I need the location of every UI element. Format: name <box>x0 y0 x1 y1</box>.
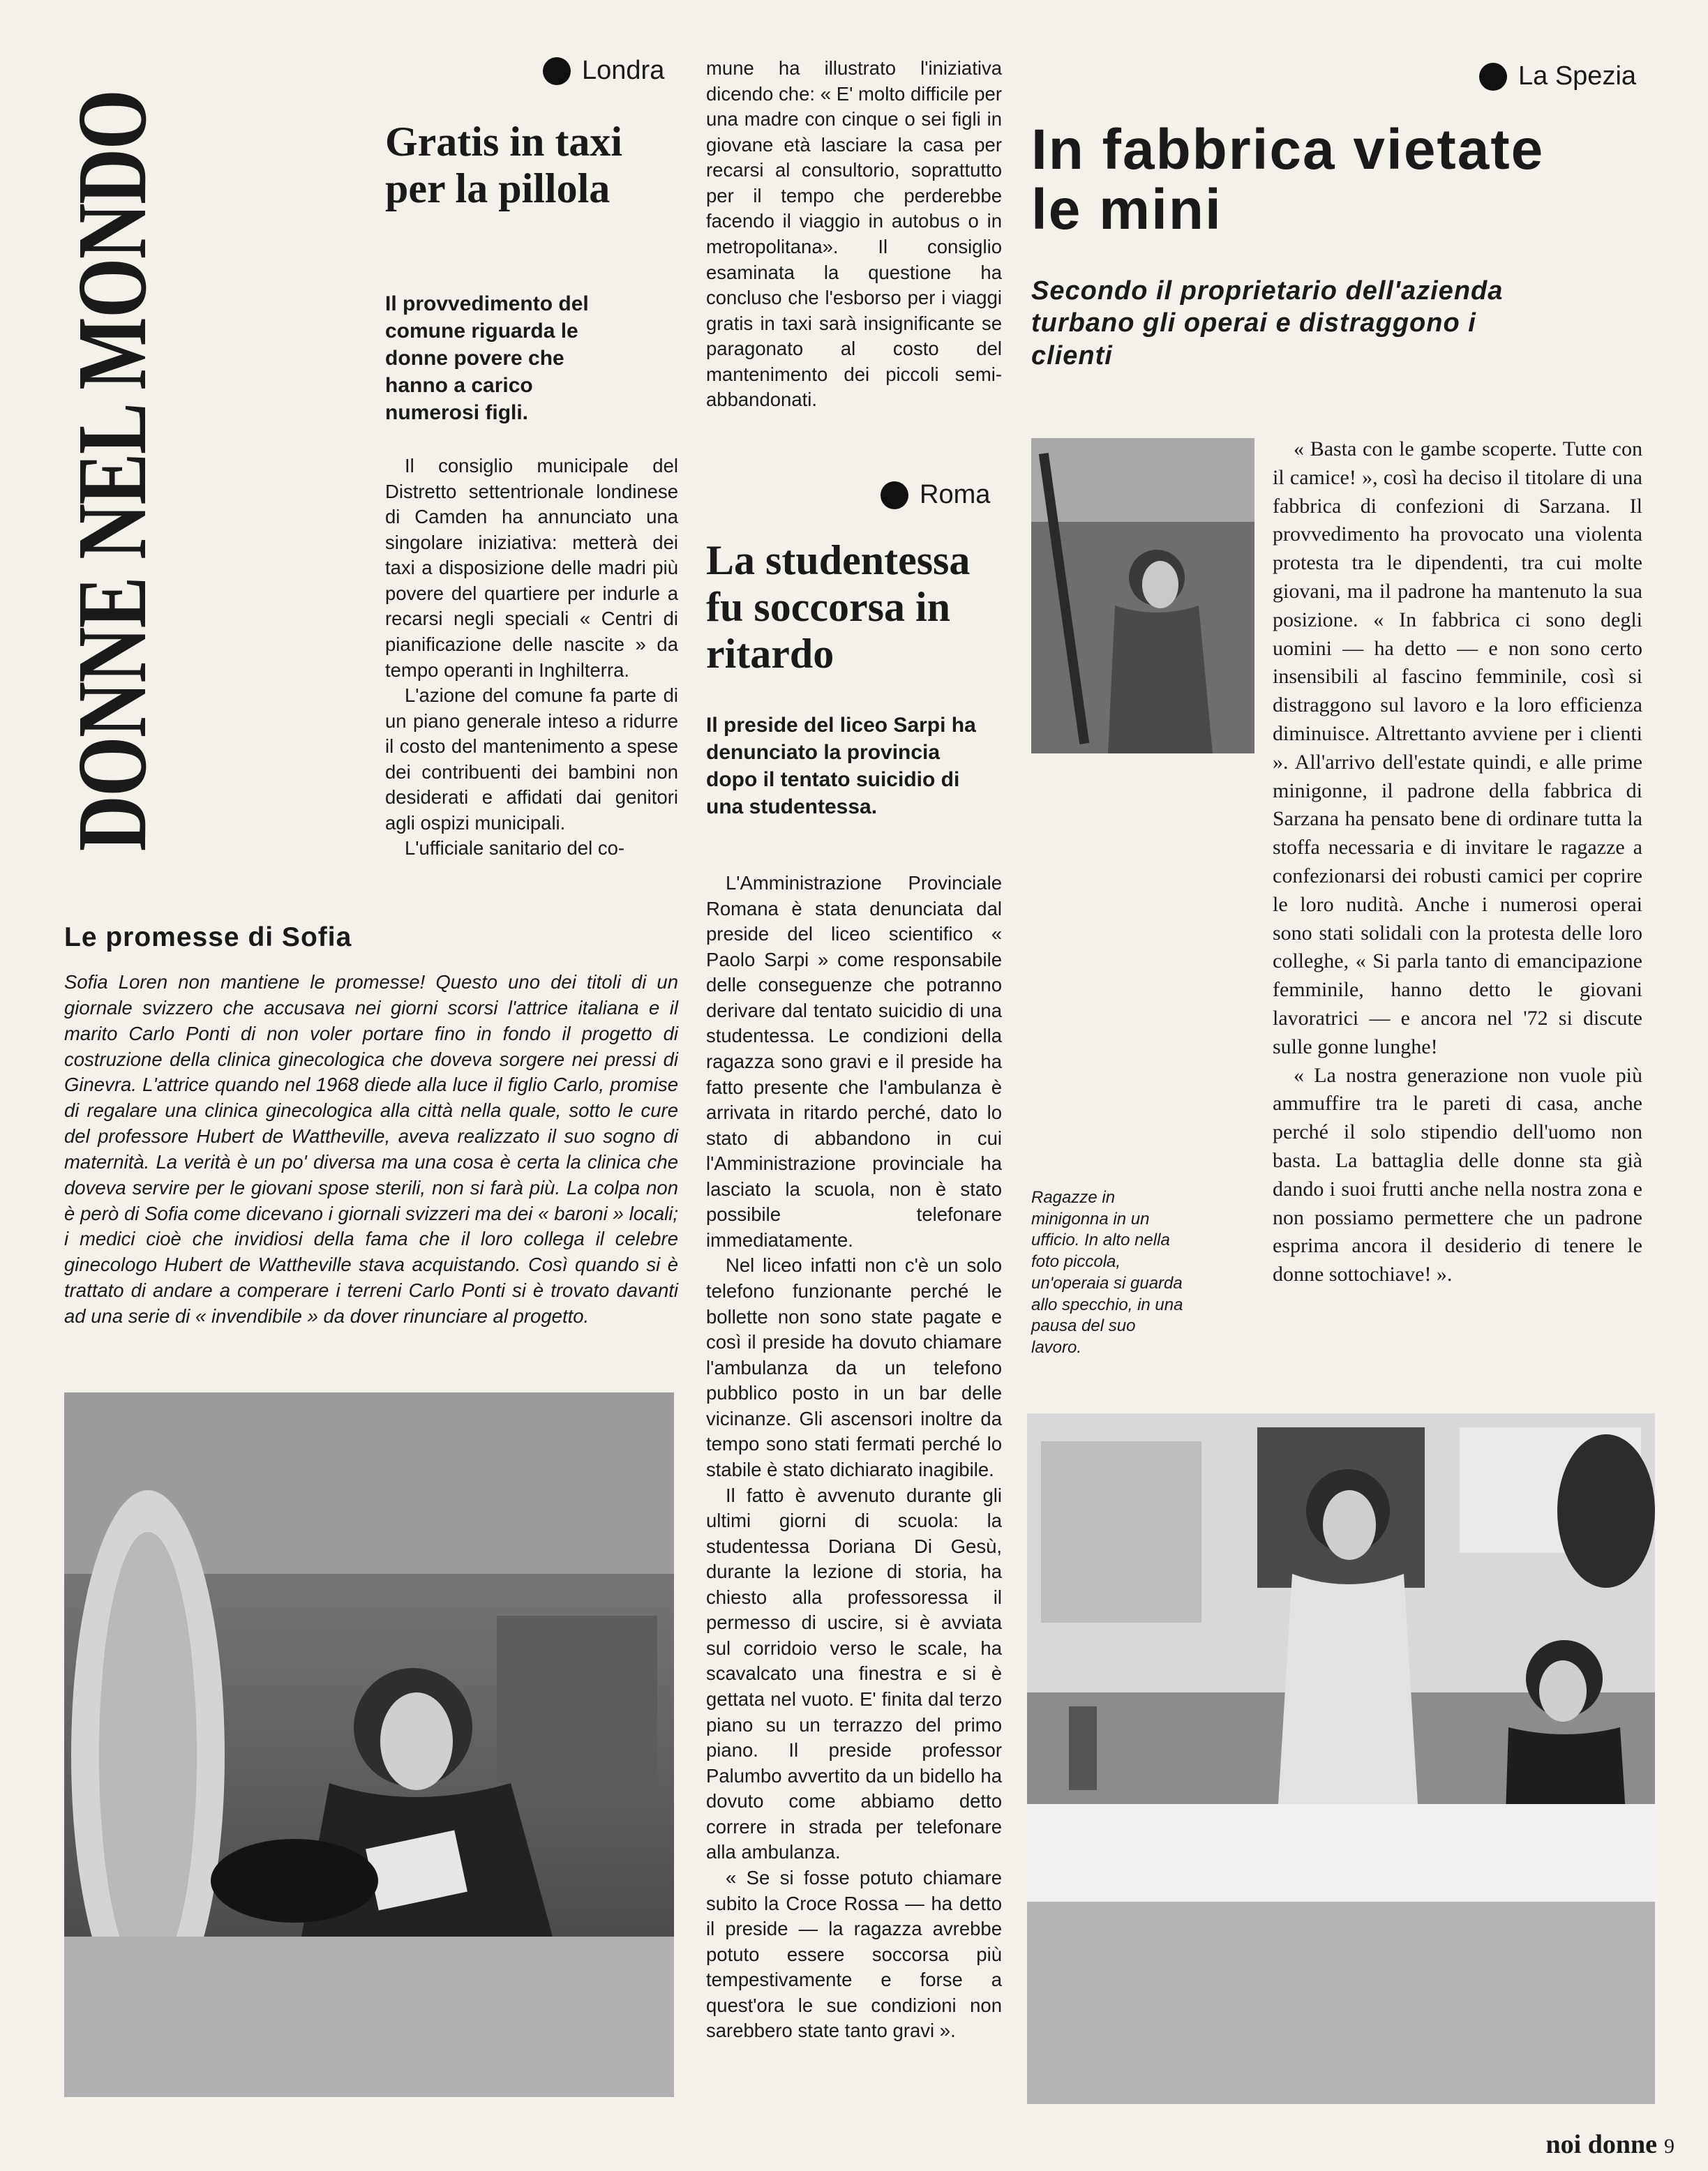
magazine-name: noi donne <box>1545 2130 1657 2159</box>
bullet-icon <box>881 481 908 509</box>
paragraph: Nel liceo infatti non c'è un solo telefono funzionante perché le bollette non sono state pagate e così il preside ha dovuto chiamare l'ambulanza da un telefono pubblico posto in un bar delle vicinanze. Gli ascensori inoltre da tempo sono stati fermati perché lo stabile è stato dichiarato inagibile. <box>706 1254 1002 1480</box>
paragraph: « Basta con le gambe scoperte. Tutte con il camice! », così ha deciso il titolare di una fabbrica di confezioni di Sarzana. Il provvedimento ha provocato una violenta protesta tra le dipendenti, tra cui molte giovani, ma il padrone ha mantenuto la sua posizione. « In fabbrica ci sono degli uomini — ha detto — e non sono certo insensibili al fascino femminile, così si distraggono sul lavoro e la loro efficienza diminuisce. Altrettanto avviene per i clienti ». All'arrivo dell'estate quindi, e alle prime minigonne, il padrone della fabbrica di Sarzana ha pensato bene di ordinare tutta la stoffa necessaria e di invitare le ragazze a confezionarsi dei robusti camici per coprire le loro nudità. Anche i numerosi operai sono stati solidali con la protesta delle loro colleghe, « Si parla tanto di emancipazione femminile, hanno detto le giovani lavoratrici — e ancora nel '72 si discute sulle gonne lunghe! <box>1273 437 1642 1058</box>
photo-caption: Ragazze in minigonna in un ufficio. In alto nella foto piccola, un'operaia si guarda allo specchio, in una pausa del suo lavoro. <box>1031 1188 1183 1358</box>
footer <box>1546 2129 1675 2160</box>
deck-la-spezia: Secondo il proprietario dell'azienda turbano gli operai e distraggono i clienti <box>1031 276 1504 370</box>
page-number: 9 <box>1664 2135 1675 2158</box>
paragraph: L'Amministrazione Provinciale Romana è stata denunciata dal preside del liceo scientifico « Paolo Sarpi » come responsabile delle conseguenze che potranno derivare dal tentato suicidio di una studentessa. Le condizioni della ragazza sono gravi e il preside ha fatto presente che l'ambulanza è arrivata in ritardo perché, dato lo stato di abbandono in cui l'Amministrazione provinciale ha lasciato la scuola, non è stato possibile telefonare immediatamente. <box>706 872 1002 1251</box>
body-la-spezia <box>1273 435 1642 1289</box>
section-title: DONNE NEL MONDO <box>57 90 167 852</box>
headline-la-spezia: In fabbrica vietate le mini <box>1031 118 1545 242</box>
bullet-icon <box>1479 63 1507 91</box>
photo-office-miniskirts <box>1027 1413 1655 2104</box>
body-sofia: Sofia Loren non mantiene le promesse! Questo uno dei titoli di un giornale svizzero che accusava nei giorni scorsi l'attrice italiana e il marito Carlo Ponti di non voler portare fino in fondo il progetto di costruzione della clinica ginecologica che doveva sorgere nei pressi di Ginevra. L'attrice quando nel 1968 diede alla luce il figlio Carlo, promise di regalare una clinica ginecologica alla città nella quale, sotto le cure del professore Hubert de Wattheville, aveva realizzato il suo sogno di maternità. La verità è un po' diversa ma una cosa è certa la clinica che doveva servire per le giovani spose sterili, non si farà più. La colpa non è però di Sofia come dicevano i giornali svizzeri ma dei « baroni » locali; i medici cioè che invidiosi della fama che il loro collega il celebre ginecologo Hubert de Wattheville stava acquistando. Così quando si è trattato di andare a comperare i terreni Carlo Ponti si è trovato davanti ad una serie di « invendibile » da dover rinunciare al progetto. <box>64 971 678 1327</box>
paragraph: L'azione del comune fa parte di un piano generale inteso a ridurre il costo del mantenimento a spese dei contribuenti dei bambini non desiderati e affidati dai genitori agli ospizi municipali. <box>385 684 678 834</box>
deck-londra: Il provvedimento del comune riguarda le donne povere che hanno a carico numerosi figli. <box>385 292 589 424</box>
body-londra-continued: mune ha illustrato l'iniziativa dicendo che: « E' molto difficile per una madre con cinque o sei figli in giovane età lasciare la casa per recarsi al consultorio, soprattutto per il tempo che perderebbe facendo il viaggio in autobus o in metropolitana». Il consiglio esaminata la questione ha concluso che l'esborso per i viaggi gratis in taxi sarà insignificante se paragonato al costo del mantenimento dei piccoli semi-abbandonati. <box>706 57 1002 411</box>
deck-roma: Il preside del liceo Sarpi ha denunciato la provincia dopo il tentato suicidio di una studentessa. <box>706 714 976 818</box>
headline-sofia: Le promesse di Sofia <box>64 922 352 952</box>
paragraph: « Se si fosse potuto chiamare subito la Croce Rossa — ha detto il preside — la ragazza avrebbe potuto essere soccorsa più tempestivamente e forse a quest'ora le sue condizioni non sarebbero state tanto gravi ». <box>706 1866 1002 2042</box>
location-roma: Roma <box>881 480 990 510</box>
photo-sofia-loren <box>64 1392 674 2097</box>
location-la-spezia: La Spezia <box>1479 61 1636 91</box>
photo-worker-mirror <box>1031 438 1254 753</box>
body-londra <box>385 453 678 862</box>
paragraph: Il fatto è avvenuto durante gli ultimi giorni di scuola: la studentessa Doriana Di Gesù, durante la lezione di storia, ha chiesto alla professoressa il permesso di uscire, si è avviata sul corridoio verso le scale, ha scavalcato una finestra e si è gettata nel vuoto. E' finita dal terzo piano su un terrazzo del primo piano. Il preside professor Palumbo avvertito da un bidello ha dovuto come abbiamo detto correre in strada per telefonare alla ambulanza. <box>706 1484 1002 1863</box>
location-londra: Londra <box>543 56 664 86</box>
paragraph: L'ufficiale sanitario del co- <box>405 837 625 859</box>
bullet-icon <box>543 57 571 85</box>
body-roma <box>706 871 1002 2044</box>
headline-roma: La studentessa fu soccorsa in ritardo <box>706 537 971 677</box>
paragraph: « La nostra generazione non vuole più ammuffire tra le pareti di casa, anche perché il solo stipendio dell'uomo non basta. La battaglia delle donne sta già dando i suoi frutti anche nella nostra zona e non possiamo permettere che un padrone esprima ancora il desiderio di tenere le donne sottochiave! ». <box>1273 1063 1642 1286</box>
paragraph: Il consiglio municipale del Distretto settentrionale londinese di Camden ha annunciato una singolare iniziativa: metterà dei taxi a disposizione delle madri più povere del quartiere per indurle a recarsi negli speciali « Centri di pianificazione delle nascite » da tempo operanti in Inghilterra. <box>385 455 678 681</box>
headline-londra: Gratis in taxi per la pillola <box>385 119 622 212</box>
